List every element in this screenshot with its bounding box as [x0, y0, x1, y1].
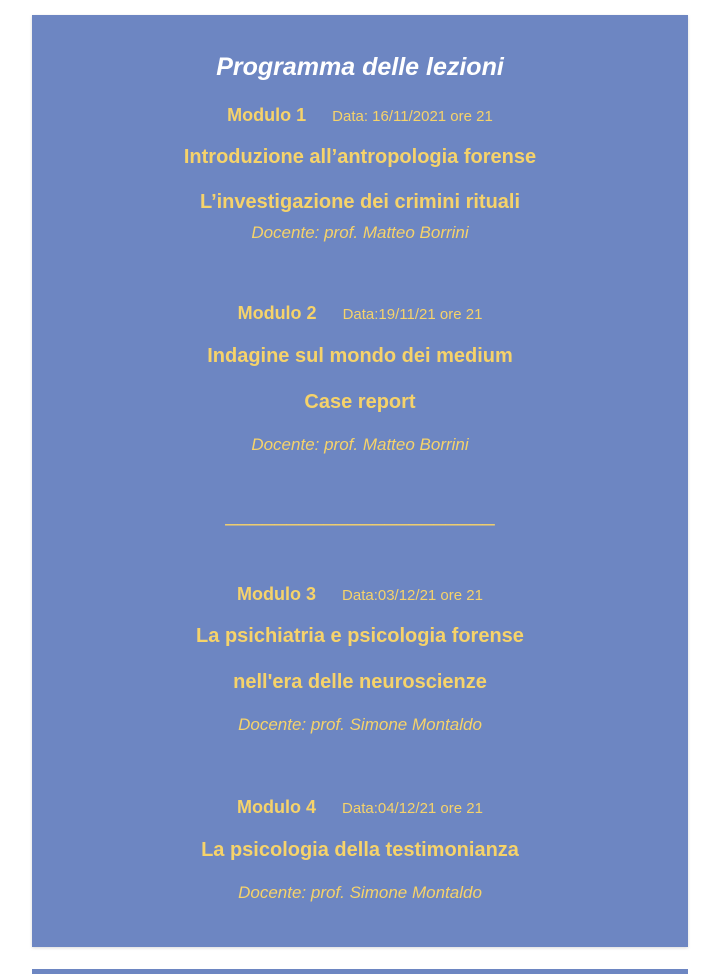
program-card: [32, 15, 688, 947]
module-4-date: Data:04/12/21 ore 21: [342, 800, 483, 817]
module-3-teacher: Docente: prof. Simone Montaldo: [238, 715, 482, 734]
separator-line: ______________________: [225, 501, 495, 526]
module-4-topic-1: La psicologia della testimonianza: [201, 839, 519, 861]
module-2-label: Modulo 2: [237, 303, 317, 323]
module-3-topic-2: nell'era delle neuroscienze: [233, 671, 487, 693]
module-1-label: Modulo 1: [227, 105, 307, 125]
module-1-date: Data: 16/11/2021 ore 21: [332, 108, 493, 125]
module-3-label: Modulo 3: [237, 584, 317, 604]
module-3-date: Data:03/12/21 ore 21: [342, 587, 483, 604]
module-2-teacher: Docente: prof. Matteo Borrini: [251, 435, 469, 454]
module-4-teacher: Docente: prof. Simone Montaldo: [238, 883, 482, 902]
module-4-label: Modulo 4: [237, 797, 317, 817]
module-1-topic-2: L’investigazione dei crimini rituali: [199, 191, 521, 213]
module-2-topic-1: Indagine sul mondo dei medium: [207, 345, 513, 367]
module-2-topic-2: Case report: [304, 391, 416, 413]
next-card-edge: [32, 969, 688, 974]
module-4-header: [32, 797, 688, 818]
module-1-teacher: Docente: prof. Matteo Borrini: [251, 223, 469, 242]
module-3-header: [32, 584, 688, 605]
module-1-header: [32, 105, 688, 126]
module-3-topic-1: La psichiatria e psicologia forense: [196, 625, 524, 647]
module-1-topic-1: Introduzione all’antropologia forense: [183, 146, 537, 168]
module-2-header: [32, 303, 688, 324]
page-title: Programma delle lezioni: [216, 53, 504, 81]
module-2-date: Data:19/11/21 ore 21: [342, 306, 483, 323]
